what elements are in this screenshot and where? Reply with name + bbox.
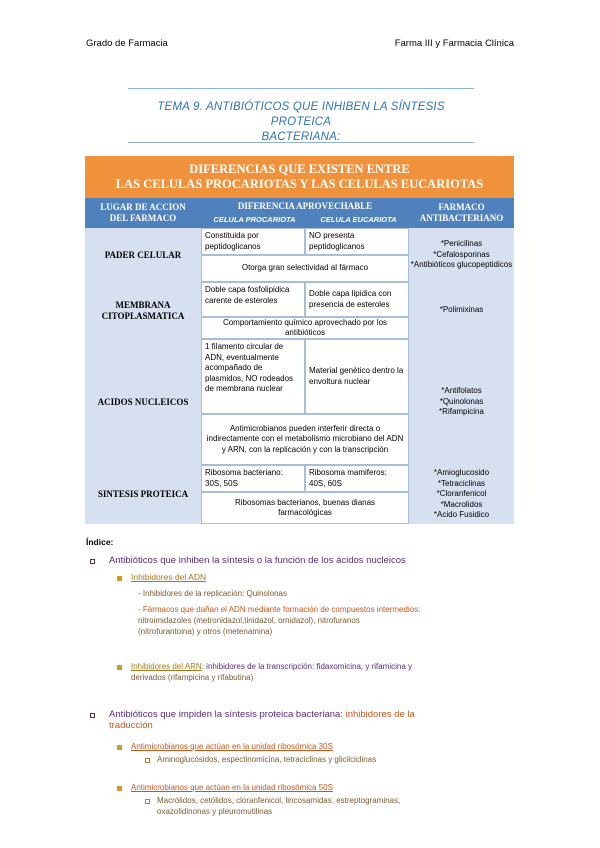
title-rule-bottom — [128, 142, 474, 143]
index-50s-drugs-l2: oxazolidinonas y pleuromutilinas — [157, 807, 273, 816]
col-header-difference — [201, 198, 409, 228]
row-label-sintesis: SINTESIS PROTEICA — [85, 465, 201, 524]
index-s2-a: Antibióticos que impiden la síntesis proteica bacteriana: — [109, 709, 343, 720]
row3-note: Antimicrobianos pueden interferir directa o indirectamente con el metabolismo microbiano del ADN y ARN, con la replicación y con la transcripción — [201, 414, 409, 465]
drug: *Acido Fusidico — [433, 510, 490, 520]
row2-procariota: Doble capa fosfolipidica carente de esteroles — [201, 282, 305, 317]
drug: *Quinolonas — [439, 396, 484, 406]
differences-table — [85, 156, 514, 524]
row1-drugs — [409, 228, 514, 282]
bullet-square-icon — [145, 799, 150, 804]
index-30s-drugs: Aminoglucósidos, espectinomicina, tetraciclinas y glicilciclinas — [157, 755, 377, 764]
bullet-square-icon — [117, 665, 122, 670]
row1-note: Otorga gran selectividad al fármaco — [201, 255, 409, 282]
bullet-square-icon — [117, 786, 122, 791]
drug: *Cefalosporinas — [433, 249, 490, 259]
index-arn — [131, 661, 412, 683]
index-adn-replication: - Inhibidores de la replicación: Quinolonas — [138, 589, 287, 598]
row4-drugs — [409, 465, 514, 524]
drug: *Antifolatos — [441, 386, 482, 396]
row4-eucariota: Ribosoma mamiferos: 40S, 60S — [305, 465, 409, 492]
index-adn-damage-l3: (nitrofurantoina) y otros (metenamina) — [138, 627, 273, 636]
bullet-square-icon — [117, 576, 122, 581]
index-link-arn[interactable]: Inhibidores del ARN — [131, 662, 202, 671]
drug: *Rifampicina — [439, 407, 484, 417]
index-adn-damage-l1: - Fármacos que dañan el ADN mediante formación de compuestos intermedios: — [138, 605, 421, 614]
col-sub-eucariota: CELULA EUCARIOTA — [320, 215, 397, 224]
index-arn-rest-l2: derivados (rifampicina y rifabutina) — [131, 673, 254, 682]
index-link-30s[interactable]: Antimicrobianos que actúan en la unidad ribosómica 30S — [131, 742, 333, 751]
row-label-membrana: MEMBRANA CITOPLASMATICA — [85, 282, 201, 339]
page-title-line2: BACTERIANA: — [261, 131, 341, 143]
index-adn-damage — [138, 604, 420, 637]
drug: *Cloranfenicol — [436, 489, 487, 499]
index-s2-b: inhibidores de la — [345, 709, 415, 720]
col-header-drug: FARMACO ANTIBACTERIANO — [409, 198, 514, 228]
header-left: Grado de Farmacia — [86, 38, 168, 49]
row2-drugs — [409, 282, 514, 339]
bullet-square-icon — [90, 713, 95, 718]
row4-note: Ribosomas bacterianos, buenas dianas farmacológicas — [201, 492, 409, 524]
banner-line1: DIFERENCIAS QUE EXISTEN ENTRE — [189, 162, 410, 176]
index-adn-damage-l2: nitroimidazoles (metronidazol,tinidazol, ornidazol), nitrofuranos — [138, 616, 360, 625]
col-header-site: LUGAR DE ACCION DEL FARMACO — [85, 198, 201, 228]
title-rule-top — [128, 88, 474, 89]
header-right: Farma III y Farmacia Clínica — [394, 38, 514, 49]
table-banner — [85, 156, 514, 198]
row4-procariota: Ribosoma bacteriano: 30S, 50S — [201, 465, 305, 492]
page-title — [128, 100, 474, 145]
row2-eucariota: Doble capa lipidica con presencia de esteroles — [305, 282, 409, 317]
row1-procariota: Constituida por peptidoglicanos — [201, 228, 305, 255]
col-sub-procariota: CELULA PROCARIOTA — [213, 215, 296, 224]
page-title-line1: TEMA 9. ANTIBIÓTICOS QUE INHIBEN LA SÍNTESIS PROTEICA — [157, 101, 445, 128]
banner-line2: LAS CELULAS PROCARIOTAS Y LAS CELULAS EUCARIOTAS — [115, 176, 484, 191]
index-section-2 — [109, 709, 519, 731]
drug: *Amioglucosido — [433, 468, 490, 478]
bullet-square-icon — [117, 745, 122, 750]
drug: *Penicilinas — [440, 239, 483, 249]
drug: *Polimixinas — [439, 305, 484, 315]
drug: *Tetraciclinas — [437, 478, 486, 488]
index-50s-drugs — [157, 795, 400, 817]
row3-procariota: 1 filamento circular de ADN, eventualmente acompañado de plasmidos, NO rodeados de membrana nuclear — [201, 339, 305, 414]
index-s2-c: traducción — [109, 720, 153, 731]
index-50s-drugs-l1: Macrólidos, cetólidos, cloranfenicol, lincosamidas, estreptograminas, — [157, 796, 401, 805]
row3-drugs — [409, 339, 514, 465]
col-header-difference-title: DIFERENCIA APROVECHABLE — [237, 201, 373, 211]
row-label-acidos: ACIDOS NUCLEICOS — [85, 339, 201, 465]
bullet-square-icon — [90, 559, 95, 564]
bullet-square-icon — [145, 758, 150, 763]
drug: *Antibióticos glucopeptidicos — [410, 260, 513, 270]
row3-eucariota: Material genético dentro la envoltura nuclear — [305, 339, 409, 414]
index-section-1: Antibióticos que inhiben la síntesis o la función de los ácidos nucleicos — [109, 555, 406, 566]
index-link-50s[interactable]: Antimicrobianos que actúan en la unidad ribosómica 50S — [131, 783, 333, 792]
row1-eucariota: NO presenta peptidoglicanos — [305, 228, 409, 255]
index-title: Índice: — [86, 537, 114, 547]
index-link-adn[interactable]: Inhibidores del ADN — [131, 572, 207, 582]
index-arn-rest-l1: : inhibidores de la transcripción: fidaxomicina, y rifamicina y — [201, 662, 413, 671]
row2-note: Comportamiento químico aprovechado por los antibióticos — [201, 317, 409, 339]
drug: *Macrolidos — [440, 499, 483, 509]
row-label-pared: PADER CELULAR — [85, 228, 201, 282]
